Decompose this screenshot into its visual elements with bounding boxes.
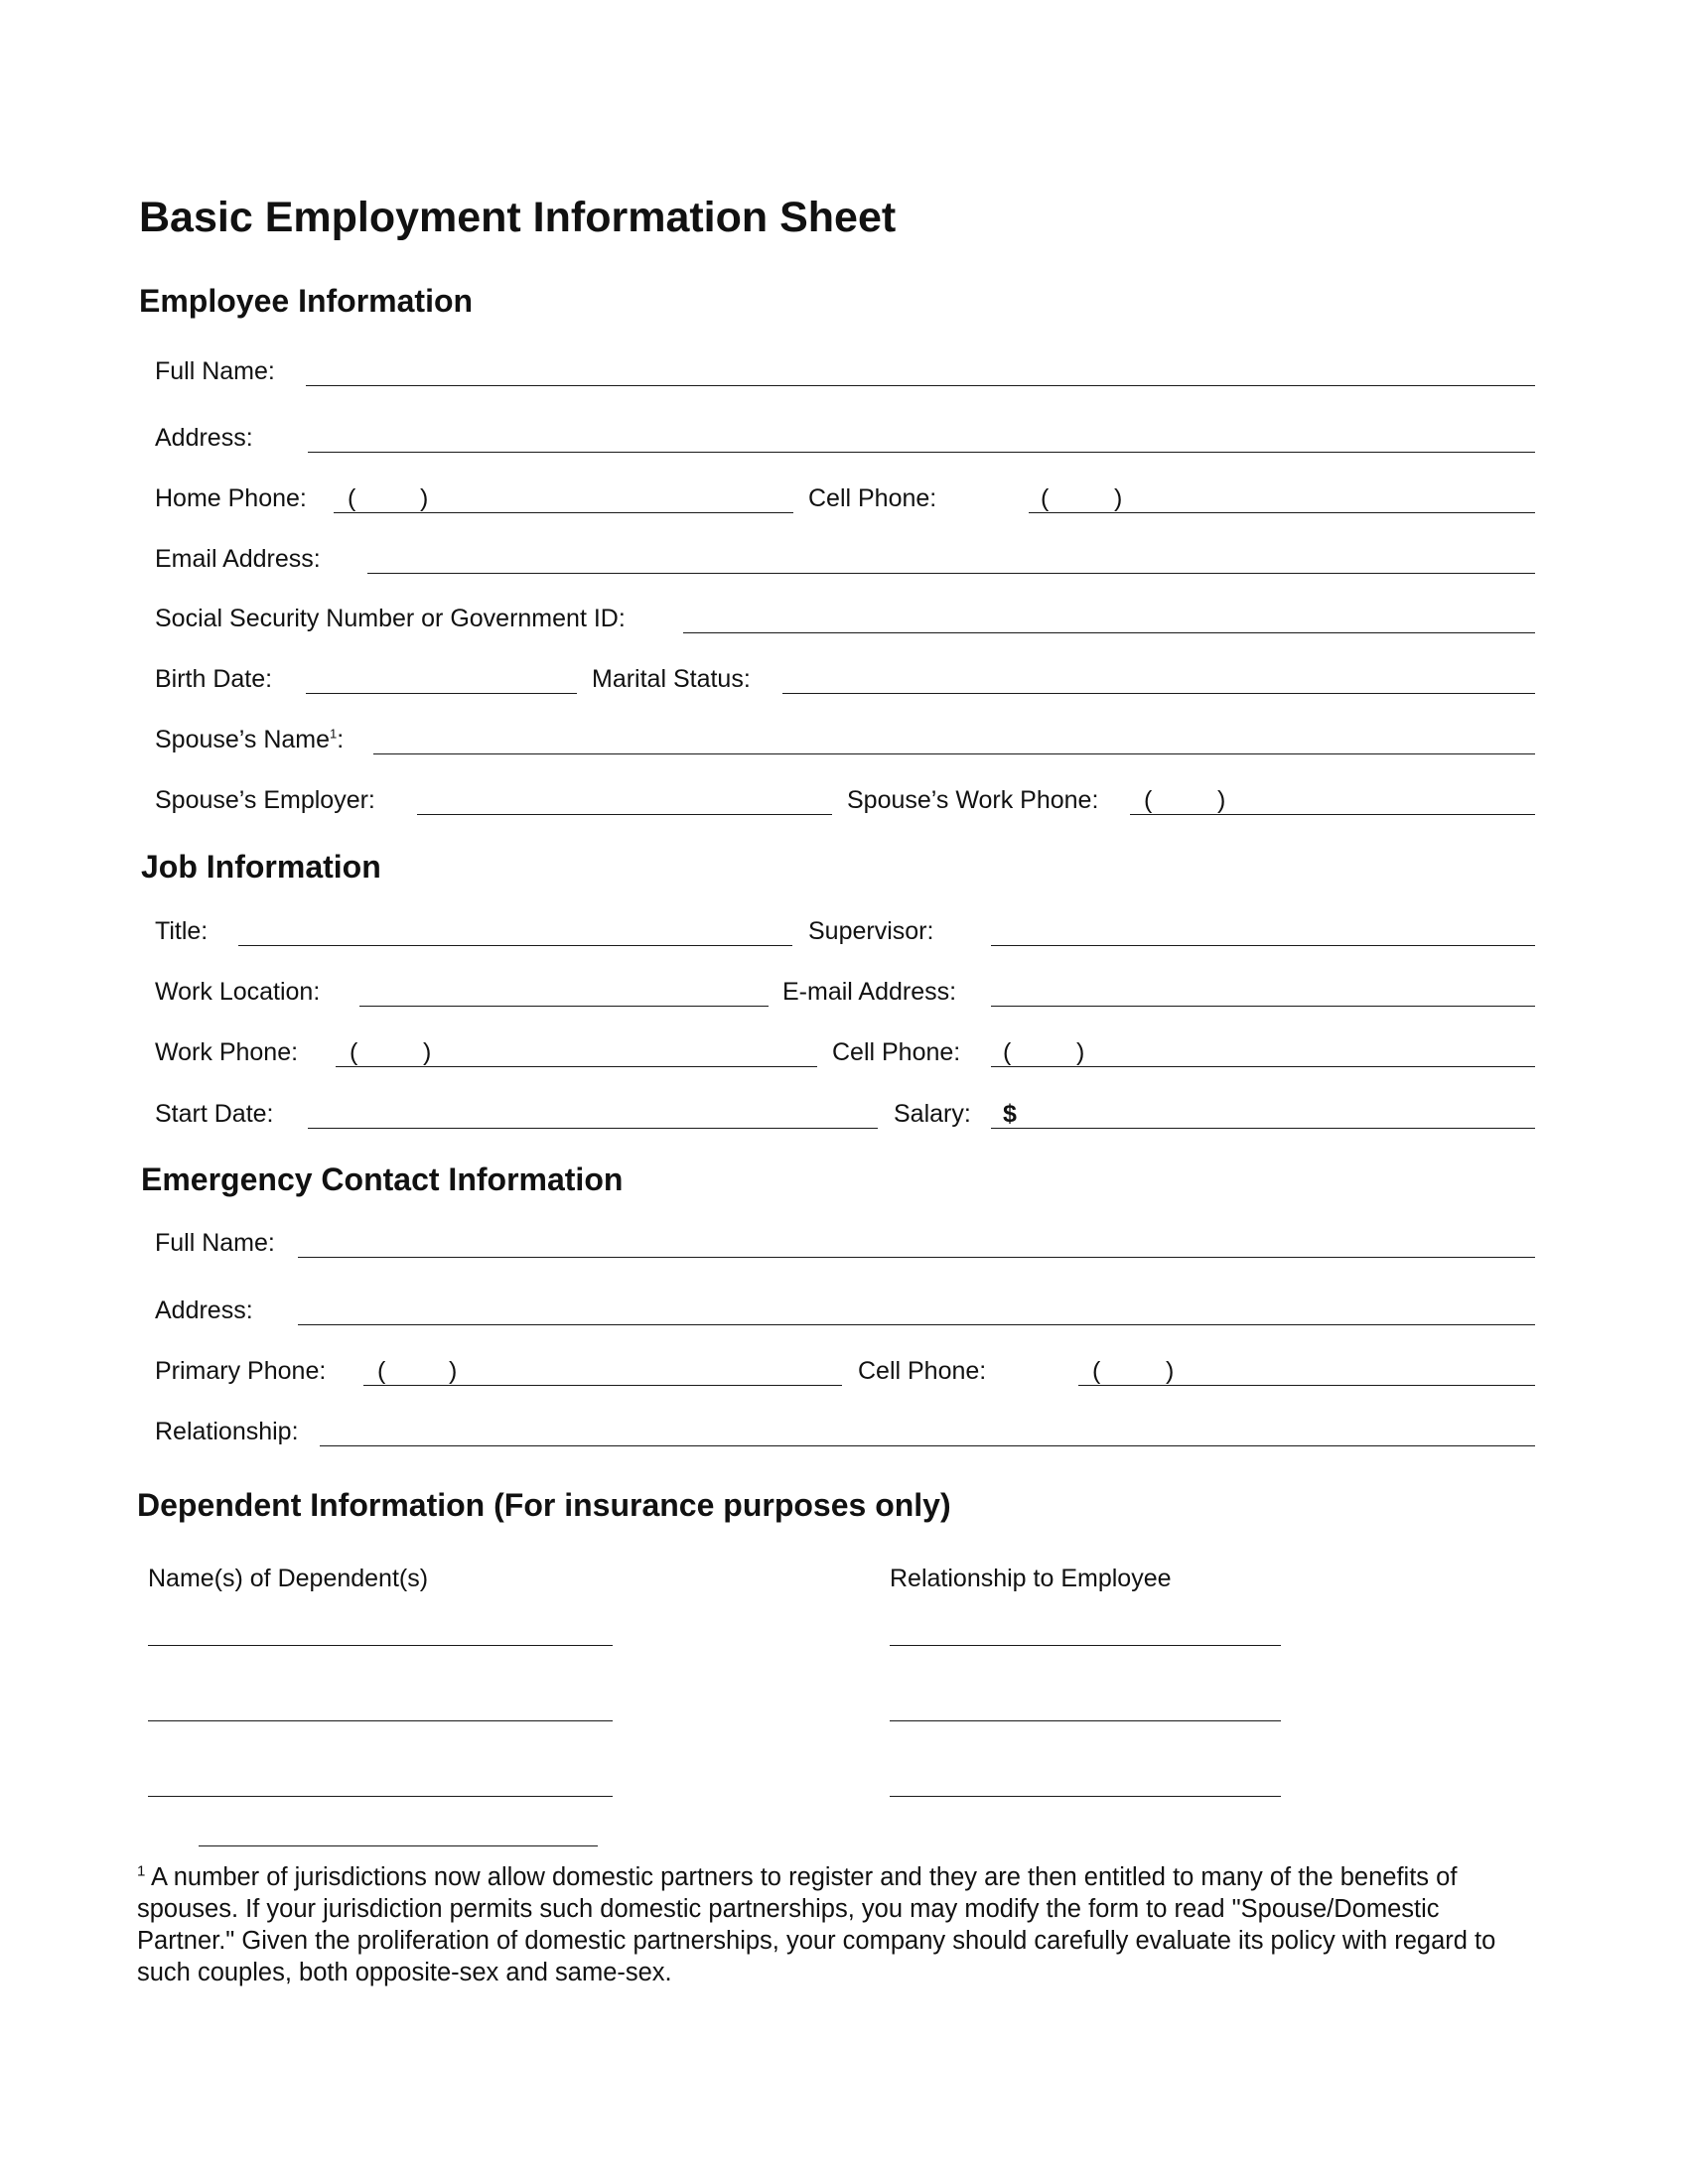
job-email-field[interactable]: [991, 1006, 1535, 1007]
cell-phone-area-open: (: [1041, 484, 1050, 512]
section-heading-job: Job Information: [141, 849, 381, 885]
work-phone-area-close: ): [423, 1038, 432, 1066]
employee-full-name-label: Full Name:: [155, 357, 275, 385]
birth-date-field[interactable]: [306, 693, 577, 694]
job-cell-phone-field[interactable]: [991, 1066, 1535, 1067]
emergency-full-name-field[interactable]: [298, 1257, 1535, 1258]
emergency-address-field[interactable]: [298, 1324, 1535, 1325]
emergency-cell-phone-label: Cell Phone:: [858, 1357, 987, 1385]
dependent-relationship-column-header: Relationship to Employee: [890, 1565, 1172, 1592]
home-phone-label: Home Phone:: [155, 484, 307, 512]
footnote-reference: 1: [330, 726, 338, 742]
primary-phone-label: Primary Phone:: [155, 1357, 327, 1385]
ssn-field[interactable]: [683, 632, 1535, 633]
section-heading-employee: Employee Information: [139, 283, 474, 319]
dependent-name-field-3[interactable]: [148, 1796, 613, 1797]
work-phone-field[interactable]: [336, 1066, 817, 1067]
footnote-separator: [199, 1845, 598, 1846]
spouse-name-field[interactable]: [373, 753, 1535, 754]
dependent-names-column-header: Name(s) of Dependent(s): [148, 1565, 429, 1592]
spouse-employer-field[interactable]: [417, 814, 832, 815]
cell-phone-area-close: ): [1114, 484, 1123, 512]
email-label: Email Address:: [155, 545, 321, 573]
ssn-label: Social Security Number or Government ID:: [155, 605, 626, 632]
relationship-label: Relationship:: [155, 1418, 299, 1445]
start-date-label: Start Date:: [155, 1100, 274, 1128]
job-title-field[interactable]: [238, 945, 792, 946]
emergency-cell-phone-area-close: ): [1166, 1357, 1175, 1385]
dependent-name-field-2[interactable]: [148, 1720, 613, 1721]
primary-phone-area-close: ): [449, 1357, 458, 1385]
primary-phone-area-open: (: [377, 1357, 386, 1385]
work-location-field[interactable]: [359, 1006, 769, 1007]
footnote: [137, 1861, 1507, 1988]
job-email-label: E-mail Address:: [782, 978, 957, 1006]
dependent-relationship-field-2[interactable]: [890, 1720, 1281, 1721]
emergency-address-label: Address:: [155, 1297, 253, 1324]
home-phone-area-open: (: [348, 484, 356, 512]
emergency-full-name-label: Full Name:: [155, 1229, 275, 1257]
footnote-mark: 1: [137, 1862, 146, 1880]
dependent-relationship-field-1[interactable]: [890, 1645, 1281, 1646]
dependent-relationship-field-3[interactable]: [890, 1796, 1281, 1797]
email-field[interactable]: [367, 573, 1535, 574]
job-cell-phone-area-open: (: [1003, 1038, 1012, 1066]
work-phone-label: Work Phone:: [155, 1038, 299, 1066]
employee-address-field[interactable]: [308, 452, 1535, 453]
marital-status-field[interactable]: [782, 693, 1535, 694]
footnote-text: A number of jurisdictions now allow domestic partners to register and they are then entitled to many of the benefits of spouses. If your jurisdiction permits such domestic partnerships, you may modify the form to read "Spouse/Domestic Partner." Given the proliferation of domestic partnerships, your company should carefully evaluate its policy with regard to such couples, both opposite-sex and same-sex.: [137, 1863, 1496, 1986]
spouse-employer-label: Spouse’s Employer:: [155, 786, 375, 814]
primary-phone-field[interactable]: [363, 1385, 842, 1386]
spouse-work-phone-label: Spouse’s Work Phone:: [847, 786, 1099, 814]
cell-phone-field[interactable]: [1029, 512, 1535, 513]
employee-address-label: Address:: [155, 424, 253, 452]
work-phone-area-open: (: [350, 1038, 358, 1066]
cell-phone-label: Cell Phone:: [808, 484, 937, 512]
job-cell-phone-label: Cell Phone:: [832, 1038, 961, 1066]
spouse-work-phone-area-open: (: [1144, 786, 1153, 814]
home-phone-area-close: ): [420, 484, 429, 512]
page-title: Basic Employment Information Sheet: [139, 194, 897, 241]
emergency-cell-phone-area-open: (: [1092, 1357, 1101, 1385]
birth-date-label: Birth Date:: [155, 665, 273, 693]
home-phone-field[interactable]: [334, 512, 793, 513]
salary-label: Salary:: [894, 1100, 971, 1128]
work-location-label: Work Location:: [155, 978, 321, 1006]
start-date-field[interactable]: [308, 1128, 878, 1129]
supervisor-field[interactable]: [991, 945, 1535, 946]
section-heading-emergency: Emergency Contact Information: [141, 1161, 624, 1197]
marital-status-label: Marital Status:: [592, 665, 751, 693]
employee-full-name-field[interactable]: [306, 385, 1535, 386]
spouse-work-phone-field[interactable]: [1130, 814, 1535, 815]
spouse-work-phone-area-close: ): [1217, 786, 1226, 814]
salary-field[interactable]: [991, 1128, 1535, 1129]
job-title-label: Title:: [155, 917, 209, 945]
relationship-field[interactable]: [320, 1445, 1535, 1446]
spouse-name-label: Spouse’s Name$^1$:: [155, 726, 345, 753]
dependent-name-field-1[interactable]: [148, 1645, 613, 1646]
supervisor-label: Supervisor:: [808, 917, 934, 945]
job-cell-phone-area-close: ): [1076, 1038, 1085, 1066]
emergency-cell-phone-field[interactable]: [1078, 1385, 1535, 1386]
section-heading-dependent: Dependent Information (For insurance purposes only): [137, 1487, 951, 1523]
salary-currency-symbol: $: [1003, 1100, 1017, 1128]
